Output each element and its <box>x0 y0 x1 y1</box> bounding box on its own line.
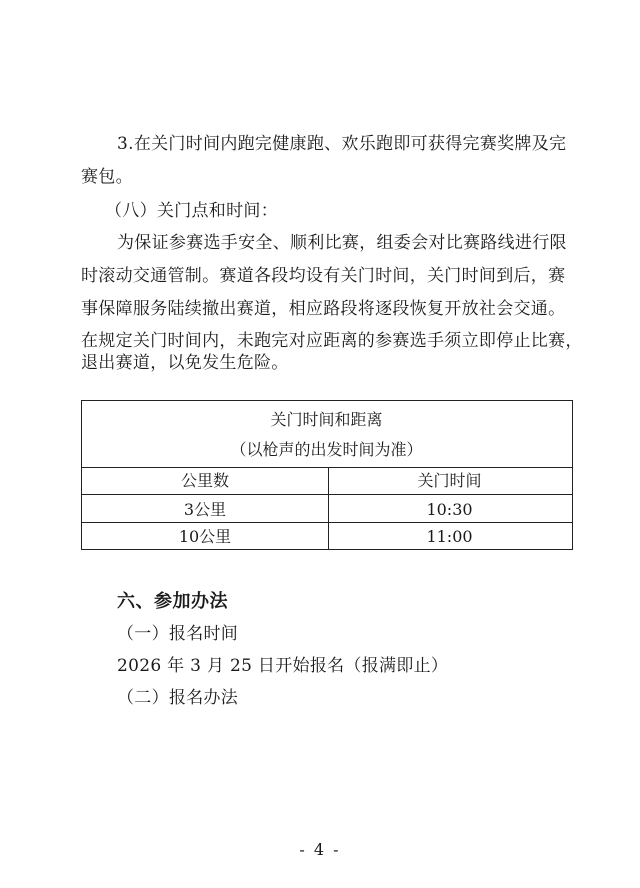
paragraph-line: 在规定关门时间内，未跑完对应距离的参赛选手须立即停止比赛， <box>81 331 583 351</box>
subsection-heading: （一）报名时间 <box>117 624 239 644</box>
paragraph-line: 为保证参赛选手安全、顺利比赛，组委会对比赛路线进行限 <box>117 233 567 253</box>
paragraph-line: 3.在关门时间内跑完健康跑、欢乐跑即可获得完赛奖牌及完 <box>117 134 567 154</box>
table-title: 关门时间和距离 <box>270 410 383 429</box>
paragraph-line: 事保障服务陆续撤出赛道，相应路段将逐段恢复开放社会交通。 <box>81 299 566 319</box>
subsection-heading: （八）关门点和时间： <box>105 201 278 221</box>
page-number: - 4 - <box>299 840 341 859</box>
table-divider <box>82 522 572 523</box>
subsection-heading: （二）报名办法 <box>117 688 239 708</box>
table-subtitle: （以枪声的出发时间为准） <box>230 440 423 459</box>
table-divider <box>82 467 572 468</box>
paragraph-line: 时滚动交通管制。赛道各段均设有关门时间，关门时间到后，赛 <box>81 266 566 286</box>
table-divider <box>82 494 572 495</box>
table-cell-distance: 3公里 <box>183 500 227 519</box>
table-header-time: 关门时间 <box>417 471 482 490</box>
table-cell-time: 11:00 <box>426 527 473 546</box>
paragraph-line: 退出赛道，以免发生危险。 <box>81 353 289 373</box>
table-cell-time: 10:30 <box>426 500 473 519</box>
paragraph-line: 赛包。 <box>81 167 133 187</box>
table-header-distance: 公里数 <box>180 471 229 490</box>
closing-time-table <box>81 400 573 550</box>
table-cell-distance: 10公里 <box>178 527 232 546</box>
section-heading: 六、参加办法 <box>117 591 228 612</box>
paragraph-line: 2026 年 3 月 25 日开始报名（报满即止） <box>117 656 449 676</box>
